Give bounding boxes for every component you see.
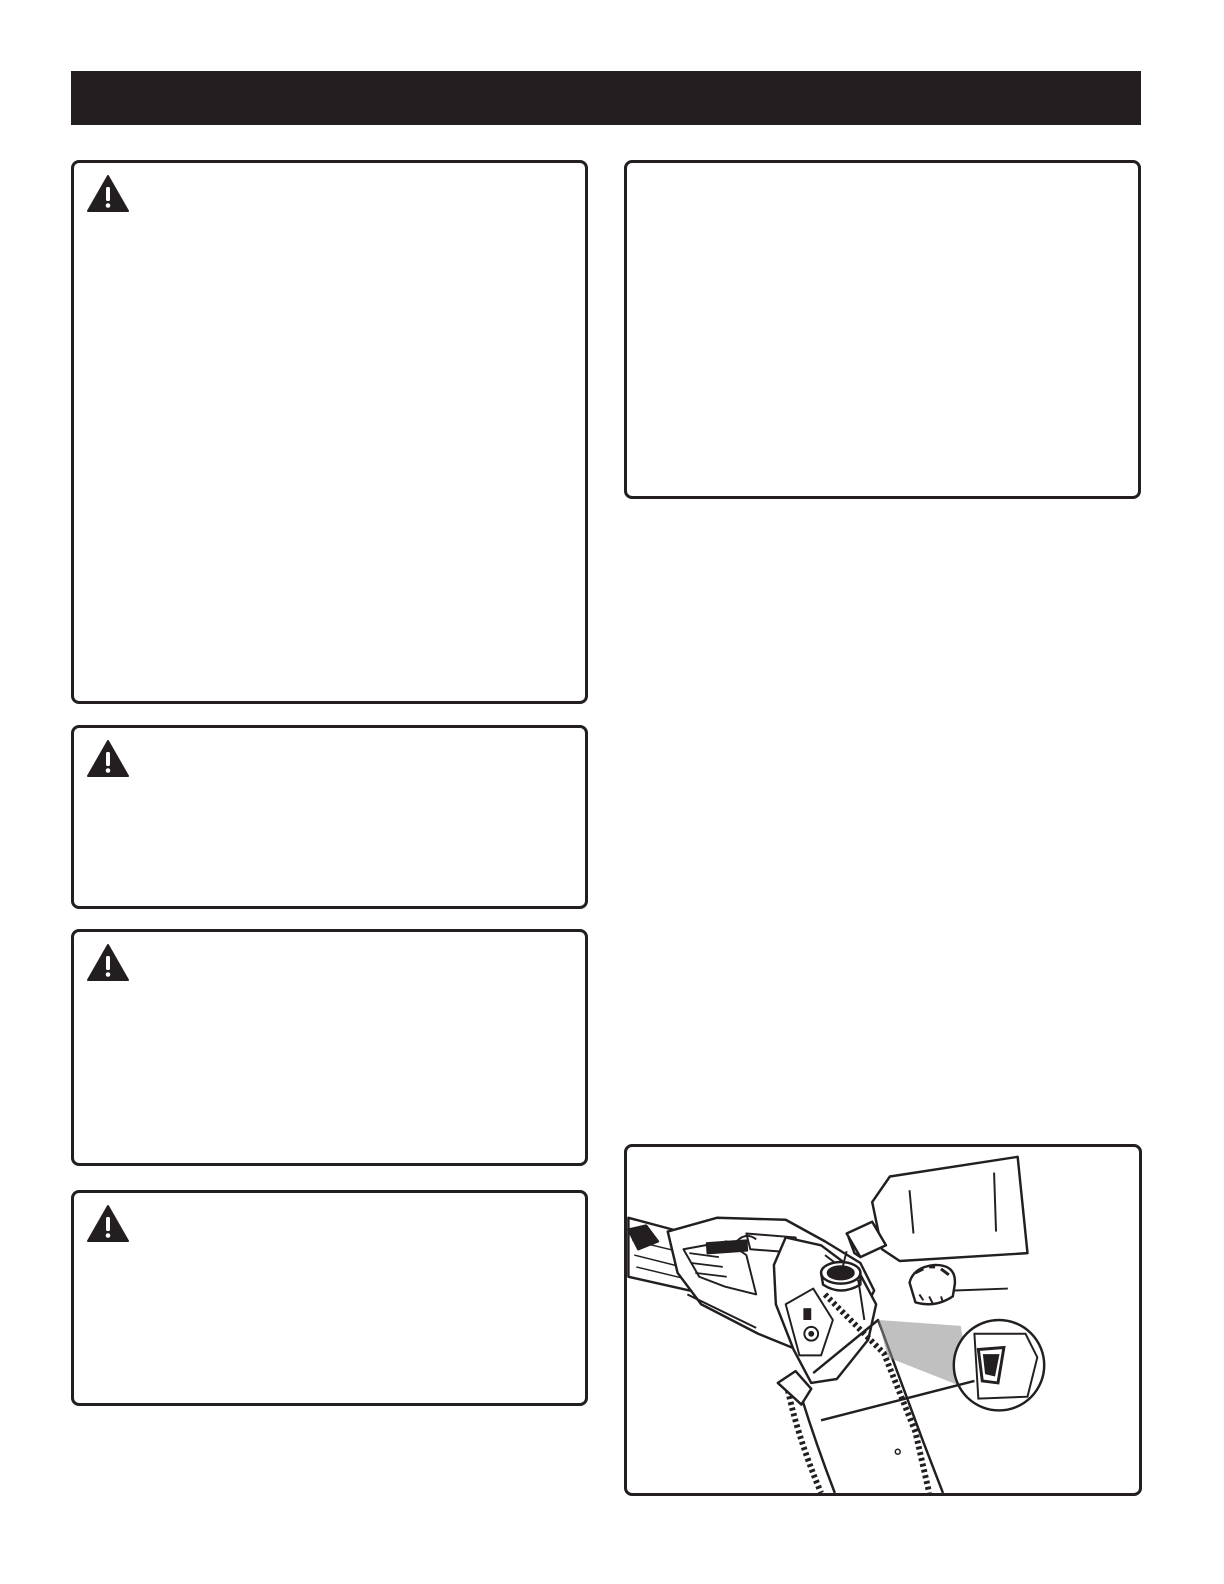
oil-tank-fill-illustration: [627, 1147, 1139, 1493]
gearbox-head: [774, 1237, 876, 1382]
warning-triangle-icon: [86, 174, 130, 214]
oil-tank-cap: [910, 1265, 1008, 1304]
warning-box-4: [71, 1190, 588, 1406]
oil-bottle: [843, 1157, 1028, 1267]
warning-box-3: [71, 929, 588, 1166]
figure-box: [624, 1144, 1142, 1496]
warning-triangle-icon: [86, 1204, 130, 1244]
warning-triangle-icon: [86, 739, 130, 779]
notice-box: [624, 160, 1141, 499]
section-header-bar: [71, 71, 1141, 125]
warning-box-1: [71, 160, 588, 704]
warning-box-2: [71, 725, 588, 909]
warning-triangle-icon: [86, 943, 130, 983]
oil-level-window: [954, 1320, 1044, 1410]
